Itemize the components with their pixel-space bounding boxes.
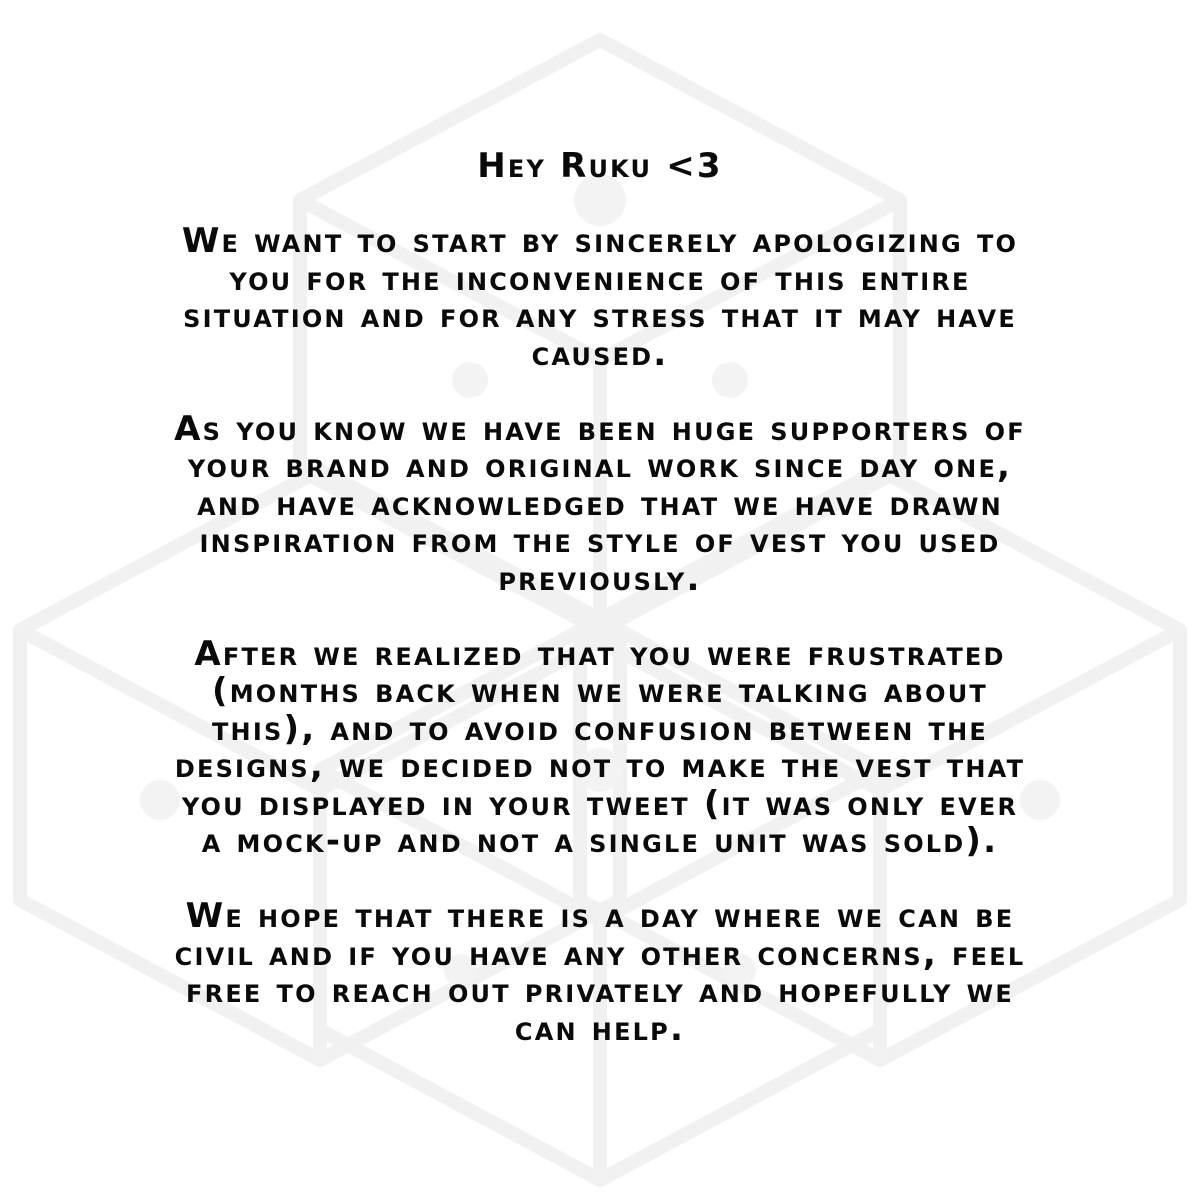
apology-letter: [140, 148, 1060, 1048]
letter-paragraph-hope: We hope that there is a day where we can be civil and if you have any other concerns, feel free to reach out privately and hopefully we can help.: [174, 896, 1026, 1049]
letter-paragraph-support: As you know we have been huge supporters of your brand and original work since day one, and have acknowledged that we have drawn inspiration from the style of vest you used previously.: [174, 408, 1026, 599]
letter-paragraph-decision: After we realized that you were frustrated (months back when we were talking about this), and to avoid confusion between the designs, we decided not to make the vest that you displayed in your tweet (it was only ever a mock-up and not a single unit was sold).: [174, 633, 1026, 861]
letter-paragraph-apology: We want to start by sincerely apologizing to you for the inconvenience of this entire situation and for any stress that it may have caused.: [181, 221, 1019, 374]
letter-greeting: Hey Ruku <3: [477, 146, 723, 186]
